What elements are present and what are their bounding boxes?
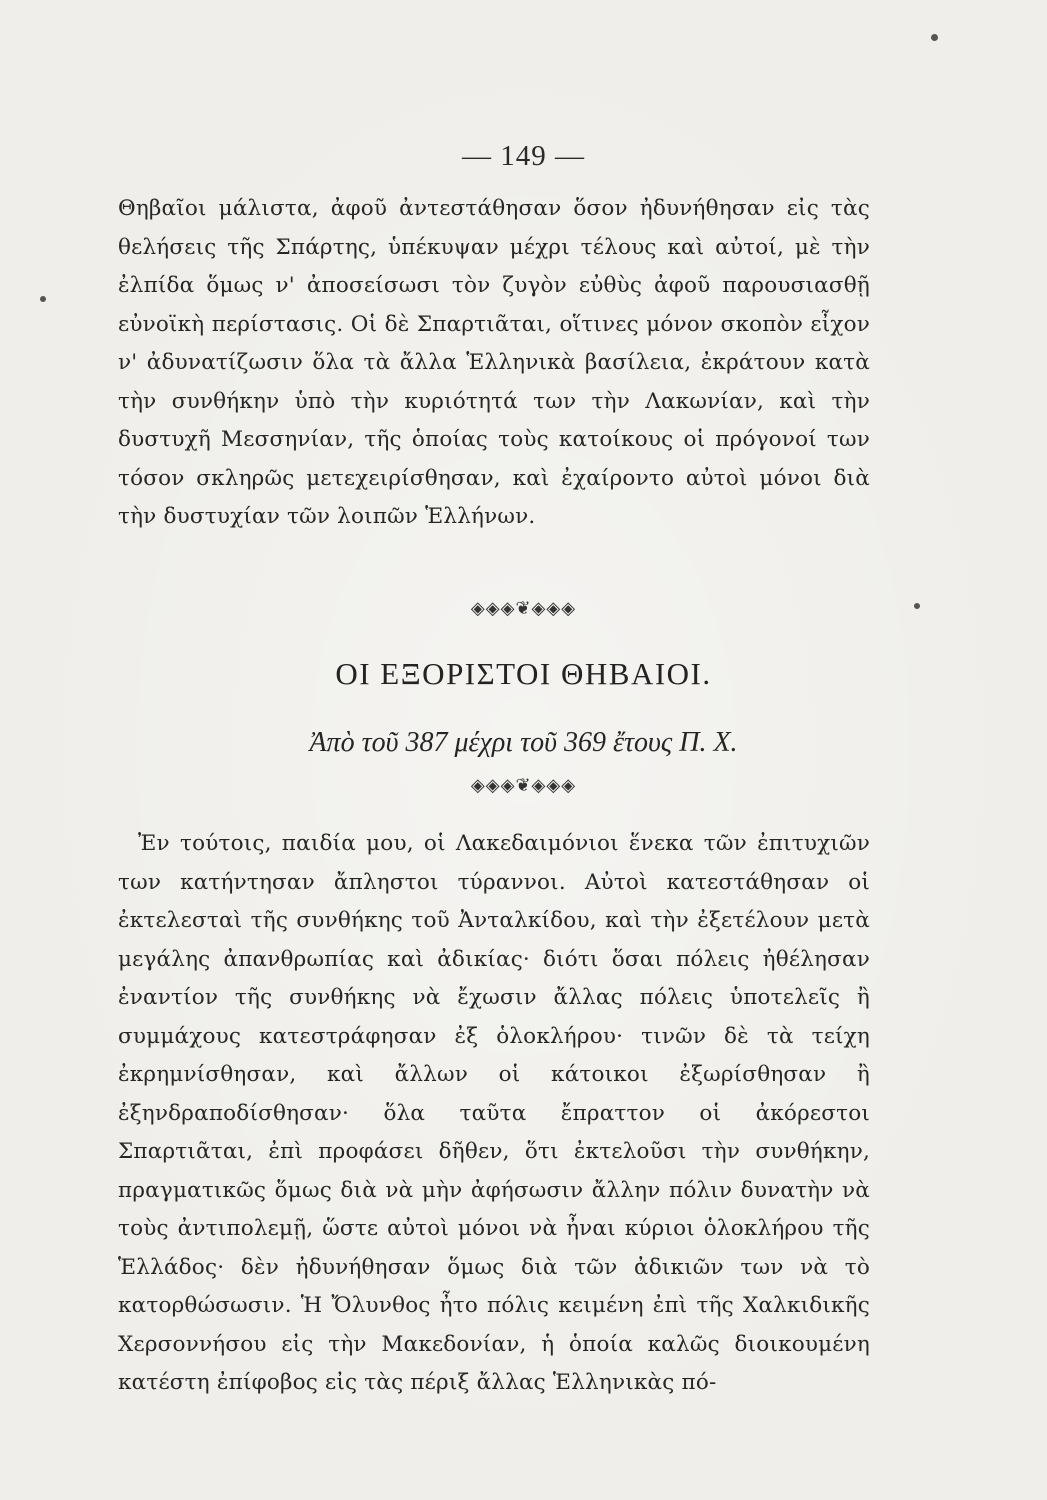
paragraph-2: Ἐν τούτοις, παιδία μου, οἱ Λακεδαιμόνιοι ἕνεκα τῶν ἐπιτυχιῶν των κατήντησαν ἄπληστοι τύραννοι. Αὐτοὶ κατεστάθησαν οἱ ἐκτελεσταὶ τῆς συνθήκης τοῦ Ἀνταλκίδου, καὶ τὴν ἐξετέλουν μετὰ μεγάλης ἀπανθρωπίας καὶ ἀδικίας· διότι ὅσαι πόλεις ἠθέλησαν ἐναντίον τῆς συνθήκης νὰ ἔχωσιν ἄλλας πόλεις ὑποτελεῖς ἢ συμμάχους κατεστράφησαν ἐξ ὁλοκλήρου· τινῶν δὲ τὰ τείχη ἐκρημνίσθησαν, καὶ ἄλλων οἱ κάτοικοι ἐξωρίσθησαν ἢ ἐξηνδραποδίσθησαν· ὅλα ταῦτα ἔπραττον οἱ ἀκόρεστοι Σπαρτιᾶται, ἐπὶ προφάσει δῆθεν, ὅτι ἐκτελοῦσι τὴν συνθήκην, πραγματικῶς ὅμως διὰ νὰ μὴν ἀφήσωσιν ἄλλην πόλιν δυνατὴν νὰ τοὺς ἀντιπολεμῇ, ὥστε αὐτοὶ μόνοι νὰ ἦναι κύριοι ὁλοκλήρου τῆς Ἑλλάδος· δὲν ἠδυνήθησαν ὅμως διὰ τῶν ἀδικιῶν των νὰ τὸ κατορθώσωσιν. Ἡ Ὄλυνθος ἦτο πόλις κειμένη ἐπὶ τῆς Χαλκιδικῆς Χερσοννήσου εἰς τὴν Μακεδονίαν, ἡ ὁποία καλῶς διοικουμένη κατέστη ἐπίφοβος εἰς τὰς πέριξ ἄλλας Ἑλληνικὰς πό- [118, 831, 870, 1395]
chapter-subtitle: Ἀπὸ τοῦ 387 μέχρι τοῦ 369 ἔτους Π. Χ. [309, 727, 738, 758]
ornament-divider-bottom: ◈◈◈❦◈◈◈ [470, 775, 577, 796]
ink-speck [40, 296, 46, 302]
paragraph-1: Θηβαῖοι μάλιστα, ἀφοῦ ἀντεστάθησαν ὅσον ἠδυνήθησαν εἰς τὰς θελήσεις τῆς Σπάρτης, ὑπέκυψαν μέχρι τέλους καὶ αὐτοί, μὲ τὴν ἐλπίδα ὅμως ν' ἀποσείσωσι τὸν ζυγὸν εὐθὺς ἀφοῦ παρουσιασθῇ εὐνοϊκὴ περίστασις. Οἱ δὲ Σπαρτιᾶται, οἵτινες μόνον σκοπὸν εἶχον ν' ἀδυνατίζωσιν ὅλα τὰ ἄλλα Ἑλληνικὰ βασίλεια, ἐκράτουν κατὰ τὴν συνθήκην ὑπὸ τὴν κυριότητά των τὴν Λακωνίαν, καὶ τὴν δυστυχῆ Μεσσηνίαν, τῆς ὁποίας τοὺς κατοίκους οἱ πρόγονοί των τόσον σκληρῶς μετεχειρίσθησαν, καὶ ἐχαίροντο αὐτοὶ μόνοι διὰ τὴν δυστυχίαν τῶν λοιπῶν Ἑλλήνων. [118, 196, 870, 529]
chapter-title: ΟΙ ΕΞΟΡΙΣΤΟΙ ΘΗΒΑΙΟΙ. [335, 656, 712, 691]
ornament-divider-top: ◈◈◈❦◈◈◈ [470, 598, 577, 619]
page-number: — 149 — [462, 140, 585, 172]
ink-speck [931, 34, 938, 41]
